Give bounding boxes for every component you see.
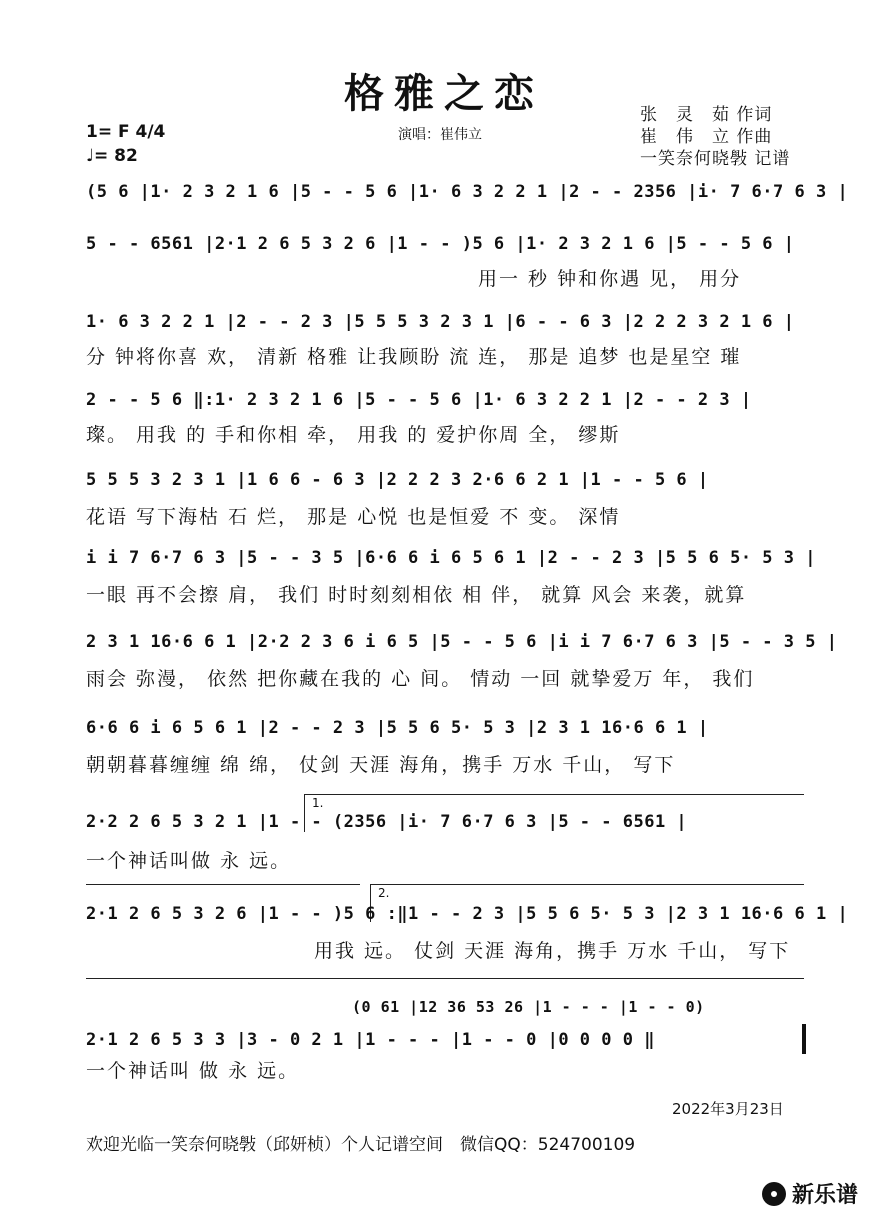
notation-row: i i 7 6·7 6 3 |5 - - 3 5 |6·6 6 i 6 5 6 1 |2 - - 2 3 |5 5 6 5· 5 3 |: [86, 548, 816, 568]
notation-row: 2·2 2 6 5 3 2 1 |1 - - (2356 |i· 7 6·7 6 3 |5 - - 6561 |: [86, 812, 688, 832]
volta-end-line: [86, 884, 360, 885]
notation-row: (5 6 |1· 2 3 2 1 6 |5 - - 5 6 |1· 6 3 2 2 1 |2 - - 2356 |i· 7 6·7 6 3 |: [86, 182, 849, 202]
transcriber-credit: 一笑奈何晓斅 记谱: [640, 149, 791, 169]
volta-1-label: 1.: [312, 796, 324, 810]
coda-instrumental-line: (0 61 |12 36 53 26 |1 - - - |1 - - 0): [352, 998, 705, 1016]
lyric-row: 朝朝暮暮缠缠 绵 绵， 仗剑 天涯 海角，携手 万水 千山， 写下: [86, 754, 676, 776]
lyric-row: 分 钟将你喜 欢， 清新 格雅 让我顾盼 流 连， 那是 追梦 也是星空 璀: [86, 346, 742, 368]
volta-2-label: 2.: [378, 886, 390, 900]
tempo-marking: ♩= 82: [86, 146, 138, 166]
key-signature: 1= F 4/4: [86, 122, 166, 142]
lyric-row: 用一 秒 钟和你遇 见， 用分: [478, 268, 742, 290]
lyric-row: 一个神话叫 做 永 远。: [86, 1060, 300, 1082]
final-barline: [802, 1024, 806, 1054]
vinyl-disc-icon: [762, 1182, 786, 1206]
volta-bracket-1: [304, 794, 804, 795]
site-logo[interactable]: [762, 1178, 858, 1209]
page-title: 格雅之恋: [344, 70, 544, 117]
footer-text: 欢迎光临一笑奈何晓斅（邱妍桢）个人记谱空间 微信QQ：524700109: [86, 1135, 636, 1155]
lyricist-credit: 张 灵 茹 作词: [640, 105, 773, 125]
notation-row: 1· 6 3 2 2 1 |2 - - 2 3 |5 5 5 3 2 3 1 |6 - - 6 3 |2 2 2 3 2 1 6 |: [86, 312, 795, 332]
date-stamp: 2022年3月23日: [672, 1100, 784, 1118]
composer-credit: 崔 伟 立 作曲: [640, 127, 773, 147]
volta-bracket-2: [370, 884, 804, 885]
lyric-row: 一个神话叫做 永 远。: [86, 850, 292, 872]
lyric-row: 用我 远。 仗剑 天涯 海角，携手 万水 千山， 写下: [314, 940, 791, 962]
notation-row: 2·1 2 6 5 3 3 |3 - 0 2 1 |1 - - - |1 - - 0 |0 0 0 0 ‖: [86, 1030, 655, 1050]
notation-row: 6·6 6 i 6 5 6 1 |2 - - 2 3 |5 5 6 5· 5 3 |2 3 1 16·6 6 1 |: [86, 718, 709, 738]
lyric-row: 雨会 弥漫， 依然 把你藏在我的 心 间。 情动 一回 就挚爱万 年， 我们: [86, 668, 755, 690]
notation-row: 5 - - 6561 |2·1 2 6 5 3 2 6 |1 - - )5 6 |1· 2 3 2 1 6 |5 - - 5 6 |: [86, 234, 795, 254]
notation-row: 2 3 1 16·6 6 1 |2·2 2 3 6 i 6 5 |5 - - 5 6 |i i 7 6·7 6 3 |5 - - 3 5 |: [86, 632, 838, 652]
lyric-row: 一眼 再不会擦 肩， 我们 时时刻刻相依 相 伴， 就算 风会 来袭，就算: [86, 584, 747, 606]
lyric-row: 花语 写下海枯 石 烂， 那是 心悦 也是恒爱 不 变。 深情: [86, 506, 621, 528]
notation-row: 5 5 5 3 2 3 1 |1 6 6 - 6 3 |2 2 2 3 2·6 6 2 1 |1 - - 5 6 |: [86, 470, 709, 490]
logo-text: 新乐谱: [792, 1183, 859, 1208]
notation-row: 2·1 2 6 5 3 2 6 |1 - - )5 6 :‖1 - - 2 3 |5 5 6 5· 5 3 |2 3 1 16·6 6 1 |: [86, 904, 849, 924]
coda-divider: [86, 978, 804, 979]
notation-row: 2 - - 5 6 ‖:1· 2 3 2 1 6 |5 - - 5 6 |1· 6 3 2 2 1 |2 - - 2 3 |: [86, 390, 752, 410]
singer-credit: 演唱：崔伟立: [398, 127, 482, 143]
lyric-row: 璨。 用我 的 手和你相 牵， 用我 的 爱护你周 全， 缪斯: [86, 424, 621, 446]
